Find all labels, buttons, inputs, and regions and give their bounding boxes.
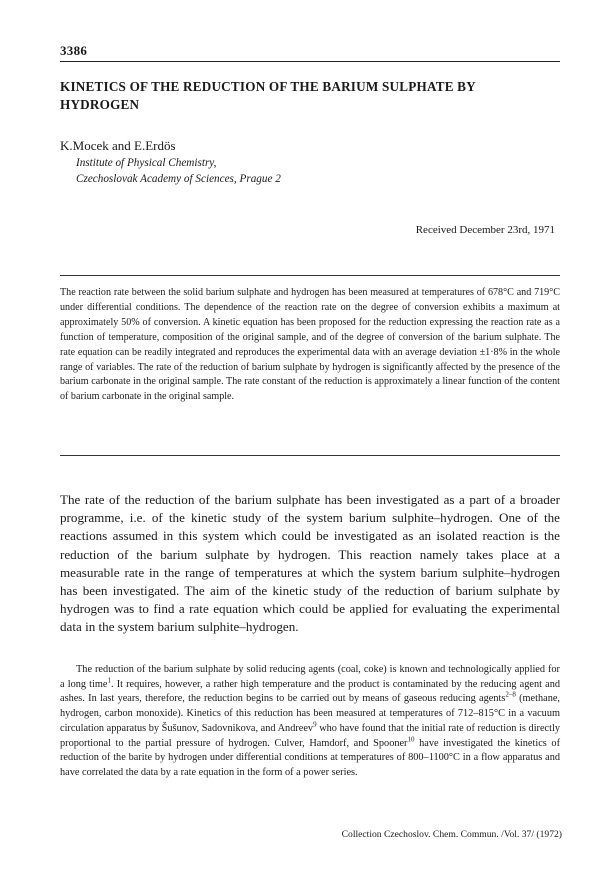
abstract-bottom-rule: [60, 455, 560, 456]
para2-text-c: (methane, hydrogen, carbon monoxide). Kinetics of this reduction has been measured at temperatures of 712–815°C in a vacuum circulation apparatus by Šušunov, Sadovnikova, and Andreev: [60, 693, 560, 734]
author-affiliation: [76, 155, 281, 187]
citation-ref-1: 1: [107, 676, 111, 685]
page-number: 3386: [60, 43, 88, 58]
body-paragraph-1: The rate of the reduction of the barium sulphate has been investigated as a part of a broader programme, i.e. of the kinetic study of the system barium sulphite–hydrogen. One of the reactions assumed in this system which could be investigated as an isolated reaction is the reduction of the barium sulphate by hydrogen. This reaction namely takes place at a measurable rate in the range of temperatures at which the system barium sulphite–hydrogen has been investigated. The aim of the kinetic study of the reduction of barium sulphate by hydrogen was to find a rate equation which could be applied for evaluating the experimental data in the system barium sulphite–hydrogen.: [60, 492, 560, 635]
article-authors: K.Mocek and E.Erdös: [60, 138, 176, 153]
para2-text-d: who have found that the initial rate of reduction is directly proportional to the partial pressure of hydrogen. Culver, Hamdorf, and Spooner: [60, 722, 560, 749]
abstract-top-rule: [60, 275, 560, 276]
para2-text-e: have investigated the kinetics of reduction of the barite by hydrogen under differential conditions at temperatures of 800–1100°C in a flow apparatus and have correlated the data by a rate equation in the form of a power series.: [60, 737, 560, 778]
article-title: KINETICS OF THE REDUCTION OF THE BARIUM SULPHATE BY HYDROGEN: [60, 79, 476, 112]
received-date: Received December 23rd, 1971: [415, 224, 555, 236]
affiliation-line-2: Czechoslovak Academy of Sciences, Prague 2: [76, 173, 281, 185]
header-rule: [60, 61, 560, 62]
journal-footer: Collection Czechoslov. Chem. Commun. /Vol. 37/ (1972): [341, 829, 562, 840]
body-paragraph-2: [60, 663, 560, 781]
citation-ref-10: 10: [407, 735, 415, 744]
affiliation-line-1: Institute of Physical Chemistry,: [76, 157, 217, 169]
abstract-text: The reaction rate between the solid barium sulphate and hydrogen has been measured at temperatures of 678°C and 719°C under differential conditions. The dependence of the reaction rate on the degree of conversion exhibits a maximum at approximately 50% of conversion. A kinetic equation has been proposed for the reduction expressing the reaction rate as a function of temperature, composition of the original sample, and of the degree of conversion of the barium sulphate. The rate equation can be readily integrated and reproduces the experimental data with an average deviation ±1·8% in the whole range of variables. The rate of the reduction of barium sulphate by hydrogen is significantly affected by the presence of the barium carbonate in the original sample. The rate constant of the reduction is approximately a linear function of the content of barium carbonate in the original sample.: [60, 287, 560, 403]
citation-ref-9: 9: [313, 720, 317, 729]
para2-text-a: The reduction of the barium sulphate by solid reducing agents (coal, coke) is known and technologically applied for a long time: [60, 664, 560, 690]
para2-text-b: . It requires, however, a rather high temperature and the product is contaminated by the reducing agent and ashes. In last years, therefore, the reduction begins to be carried out by means of gaseous reducing agents: [60, 678, 560, 705]
citation-ref-2-8: 2–8: [505, 690, 516, 699]
